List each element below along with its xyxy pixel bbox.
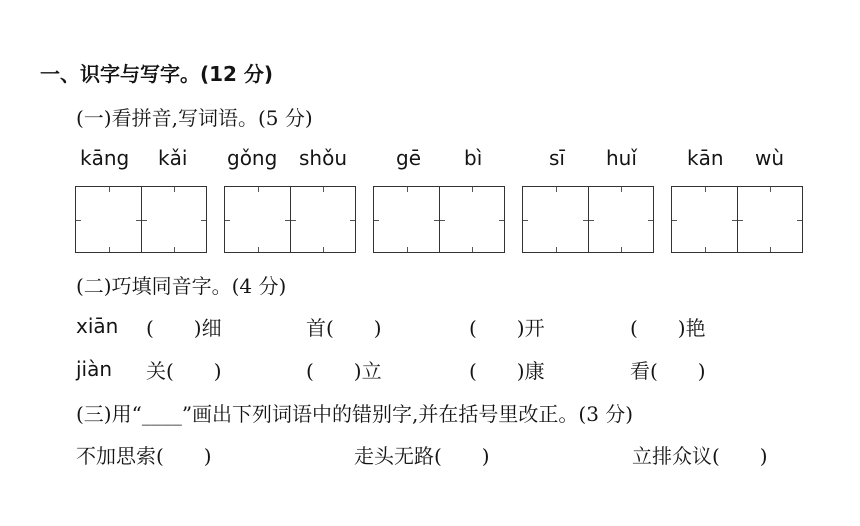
grid-guide-tick: [648, 220, 653, 221]
grid-guide-tick: [76, 220, 81, 221]
part1-title: (一)看拼音,写词语。(5 分): [76, 106, 313, 130]
grid-guide-tick: [705, 187, 706, 192]
homophone-item[interactable]: 关( ): [146, 359, 222, 383]
pinyin-2b: shǒu: [299, 146, 348, 170]
homophone-pinyin: xiān: [76, 314, 119, 338]
grid-guide-tick: [174, 247, 175, 252]
grid-guide-tick: [770, 247, 771, 252]
grid-guide-tick: [285, 220, 290, 221]
grid-guide-tick: [407, 187, 408, 192]
grid-guide-tick: [621, 247, 622, 252]
homophone-item[interactable]: ( )康: [469, 359, 545, 383]
grid-guide-tick: [291, 220, 296, 221]
grid-guide-tick: [407, 247, 408, 252]
grid-guide-tick: [621, 187, 622, 192]
pinyin-3a: gē: [396, 146, 421, 170]
grid-guide-tick: [705, 247, 706, 252]
homophone-pinyin: jiàn: [76, 357, 113, 381]
grid-guide-tick: [472, 187, 473, 192]
grid-guide-tick: [142, 220, 147, 221]
grid-guide-tick: [174, 187, 175, 192]
part3-title: (三)用“____”画出下列词语中的错别字,并在括号里改正。(3 分): [76, 402, 634, 426]
correction-item[interactable]: 不加思索( ): [76, 444, 212, 468]
grid-guide-tick: [225, 220, 230, 221]
grid-guide-tick: [583, 220, 588, 221]
pinyin-4a: sī: [549, 146, 565, 170]
homophone-item[interactable]: 首( ): [306, 316, 382, 340]
grid-guide-tick: [672, 220, 677, 221]
grid-guide-tick: [797, 220, 802, 221]
homophone-item[interactable]: ( )开: [469, 316, 545, 340]
grid-guide-tick: [201, 220, 206, 221]
pinyin-1b: kǎi: [158, 146, 188, 170]
grid-guide-tick: [258, 247, 259, 252]
grid-guide-tick: [732, 220, 737, 221]
grid-guide-tick: [323, 247, 324, 252]
pinyin-4b: huǐ: [606, 146, 637, 170]
grid-guide-tick: [738, 220, 743, 221]
correction-item[interactable]: 立排众议( ): [632, 444, 768, 468]
grid-guide-tick: [440, 220, 445, 221]
grid-guide-tick: [109, 247, 110, 252]
grid-guide-tick: [770, 187, 771, 192]
pinyin-5b: wù: [755, 146, 785, 170]
homophone-item[interactable]: 看( ): [630, 359, 706, 383]
part2-title: (二)巧填同音字。(4 分): [76, 274, 287, 298]
grid-guide-tick: [434, 220, 439, 221]
writing-box-3[interactable]: [373, 186, 505, 253]
pinyin-1a: kāng: [80, 146, 130, 170]
grid-guide-tick: [472, 247, 473, 252]
grid-guide-tick: [556, 247, 557, 252]
grid-guide-tick: [258, 187, 259, 192]
grid-guide-tick: [350, 220, 355, 221]
grid-guide-tick: [589, 220, 594, 221]
pinyin-2a: gǒng: [227, 146, 278, 170]
homophone-item[interactable]: ( )细: [146, 316, 222, 340]
section-title: 一、识字与写字。(12 分): [40, 62, 274, 86]
grid-guide-tick: [109, 187, 110, 192]
grid-guide-tick: [323, 187, 324, 192]
correction-item[interactable]: 走头无路( ): [354, 444, 490, 468]
grid-guide-tick: [556, 187, 557, 192]
writing-box-2[interactable]: [224, 186, 356, 253]
grid-guide-tick: [499, 220, 504, 221]
pinyin-5a: kān: [687, 146, 724, 170]
grid-guide-tick: [374, 220, 379, 221]
homophone-item[interactable]: ( )艳: [630, 316, 706, 340]
writing-box-1[interactable]: [75, 186, 207, 253]
homophone-item[interactable]: ( )立: [306, 359, 382, 383]
grid-guide-tick: [523, 220, 528, 221]
pinyin-3b: bì: [464, 146, 483, 170]
grid-guide-tick: [136, 220, 141, 221]
writing-box-5[interactable]: [671, 186, 803, 253]
writing-box-4[interactable]: [522, 186, 654, 253]
